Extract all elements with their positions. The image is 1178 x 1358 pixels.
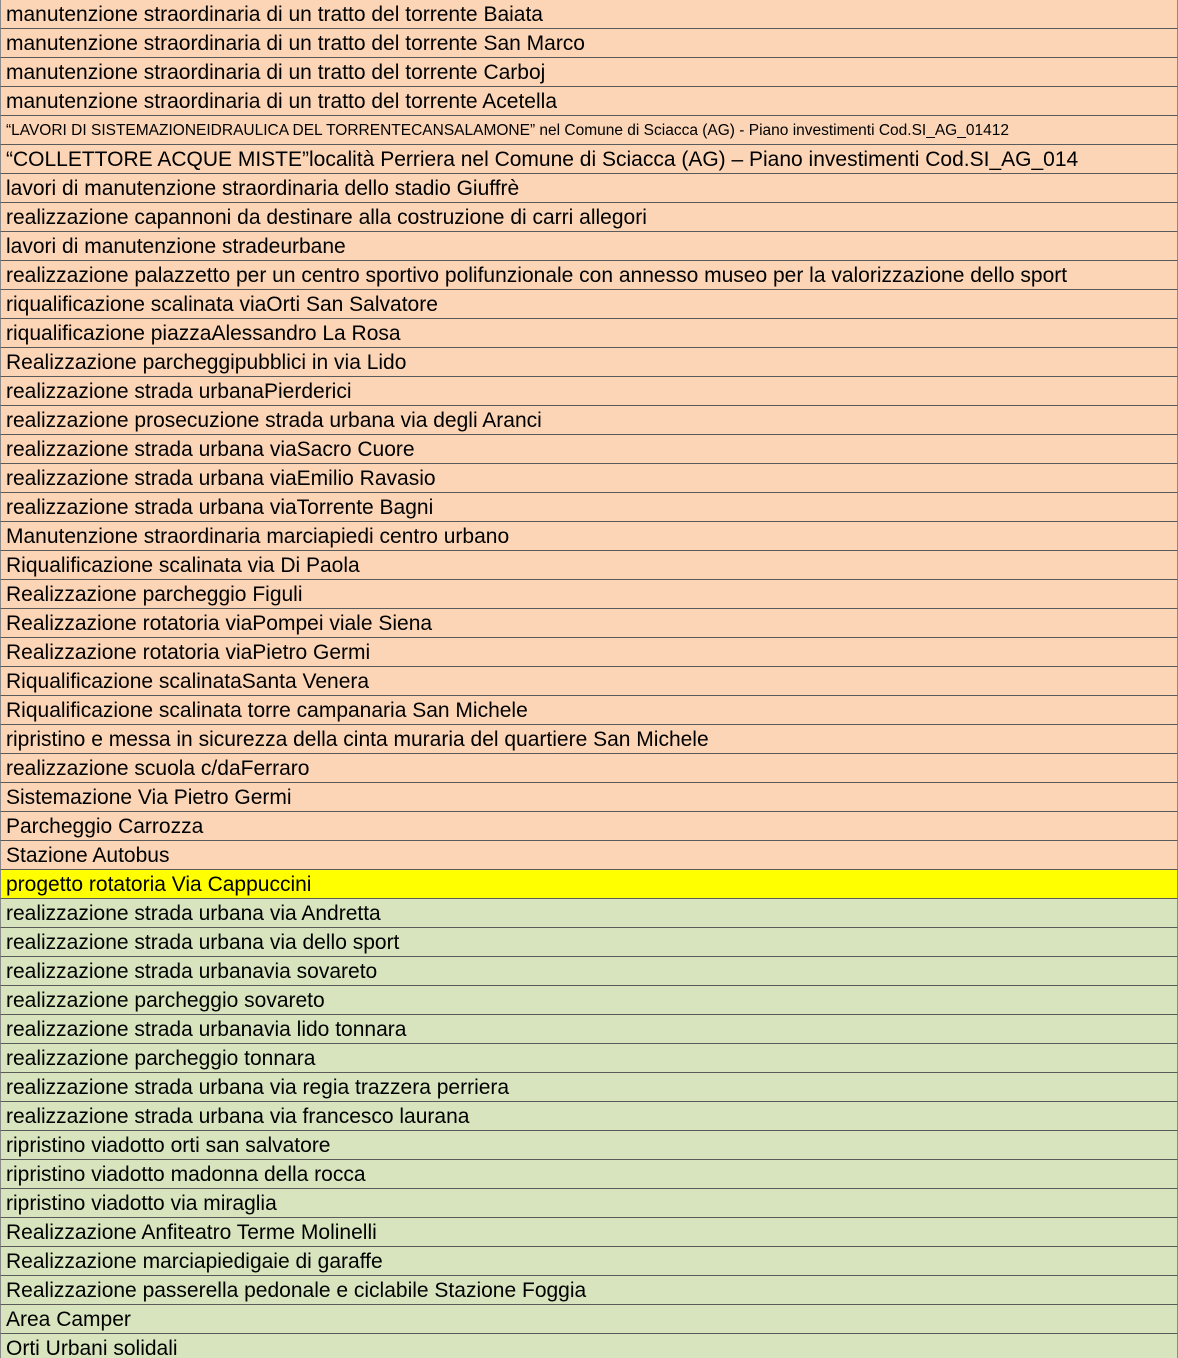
table-row: realizzazione strada urbana via regia trazzera perriera <box>0 1073 1178 1102</box>
table-row: manutenzione straordinaria di un tratto del torrente Baiata <box>0 0 1178 29</box>
table-row: Realizzazione parcheggipubblici in via Lido <box>0 348 1178 377</box>
table-row: Realizzazione parcheggio Figuli <box>0 580 1178 609</box>
table-row: Realizzazione rotatoria viaPompei viale Siena <box>0 609 1178 638</box>
table-row: riqualificazione piazzaAlessandro La Rosa <box>0 319 1178 348</box>
table-row: realizzazione strada urbana viaEmilio Ravasio <box>0 464 1178 493</box>
table-row: Realizzazione passerella pedonale e ciclabile Stazione Foggia <box>0 1276 1178 1305</box>
table-row: Area Camper <box>0 1305 1178 1334</box>
table-row: progetto rotatoria Via Cappuccini <box>0 870 1178 899</box>
table-row: realizzazione capannoni da destinare alla costruzione di carri allegori <box>0 203 1178 232</box>
table-row: Riqualificazione scalinataSanta Venera <box>0 667 1178 696</box>
table-row: realizzazione strada urbana via francesco laurana <box>0 1102 1178 1131</box>
table-row: manutenzione straordinaria di un tratto del torrente Acetella <box>0 87 1178 116</box>
table-row: realizzazione palazzetto per un centro sportivo polifunzionale con annesso museo per la valorizzazione dello sport <box>0 261 1178 290</box>
table-row: realizzazione strada urbana viaSacro Cuore <box>0 435 1178 464</box>
table-row: Realizzazione marciapiedigaie di garaffe <box>0 1247 1178 1276</box>
table-row: Parcheggio Carrozza <box>0 812 1178 841</box>
table-row: Orti Urbani solidali <box>0 1334 1178 1358</box>
table-row: realizzazione parcheggio sovareto <box>0 986 1178 1015</box>
table-row: realizzazione strada urbana viaTorrente Bagni <box>0 493 1178 522</box>
table-row: Realizzazione Anfiteatro Terme Molinelli <box>0 1218 1178 1247</box>
table-row: “COLLETTORE ACQUE MISTE”località Perriera nel Comune di Sciacca (AG) – Piano investimenti Cod.SI_AG_014 <box>0 145 1178 174</box>
table-row: realizzazione parcheggio tonnara <box>0 1044 1178 1073</box>
table-row: lavori di manutenzione stradeurbane <box>0 232 1178 261</box>
table-row: manutenzione straordinaria di un tratto del torrente Carboj <box>0 58 1178 87</box>
table-row: ripristino e messa in sicurezza della cinta muraria del quartiere San Michele <box>0 725 1178 754</box>
table-row: realizzazione prosecuzione strada urbana via degli Aranci <box>0 406 1178 435</box>
table-row: ripristino viadotto orti san salvatore <box>0 1131 1178 1160</box>
table-row: Realizzazione rotatoria viaPietro Germi <box>0 638 1178 667</box>
table-row: realizzazione scuola c/daFerraro <box>0 754 1178 783</box>
table-row: realizzazione strada urbana via Andretta <box>0 899 1178 928</box>
table-row: Sistemazione Via Pietro Germi <box>0 783 1178 812</box>
table-row: “LAVORI DI SISTEMAZIONEIDRAULICA DEL TORRENTECANSALAMONE” nel Comune di Sciacca (AG) - Piano investimenti Cod.SI_AG_01412 <box>0 116 1178 145</box>
table-row: realizzazione strada urbana via dello sport <box>0 928 1178 957</box>
table-row: riqualificazione scalinata viaOrti San Salvatore <box>0 290 1178 319</box>
table-row: realizzazione strada urbanavia lido tonnara <box>0 1015 1178 1044</box>
table-row: realizzazione strada urbanaPierderici <box>0 377 1178 406</box>
table-row: ripristino viadotto via miraglia <box>0 1189 1178 1218</box>
table-row: Riqualificazione scalinata torre campanaria San Michele <box>0 696 1178 725</box>
table-row: Stazione Autobus <box>0 841 1178 870</box>
table-row: manutenzione straordinaria di un tratto del torrente San Marco <box>0 29 1178 58</box>
table-row: lavori di manutenzione straordinaria dello stadio Giuffrè <box>0 174 1178 203</box>
table-row: Riqualificazione scalinata via Di Paola <box>0 551 1178 580</box>
table-row: Manutenzione straordinaria marciapiedi centro urbano <box>0 522 1178 551</box>
table-row: realizzazione strada urbanavia sovareto <box>0 957 1178 986</box>
table-row: ripristino viadotto madonna della rocca <box>0 1160 1178 1189</box>
